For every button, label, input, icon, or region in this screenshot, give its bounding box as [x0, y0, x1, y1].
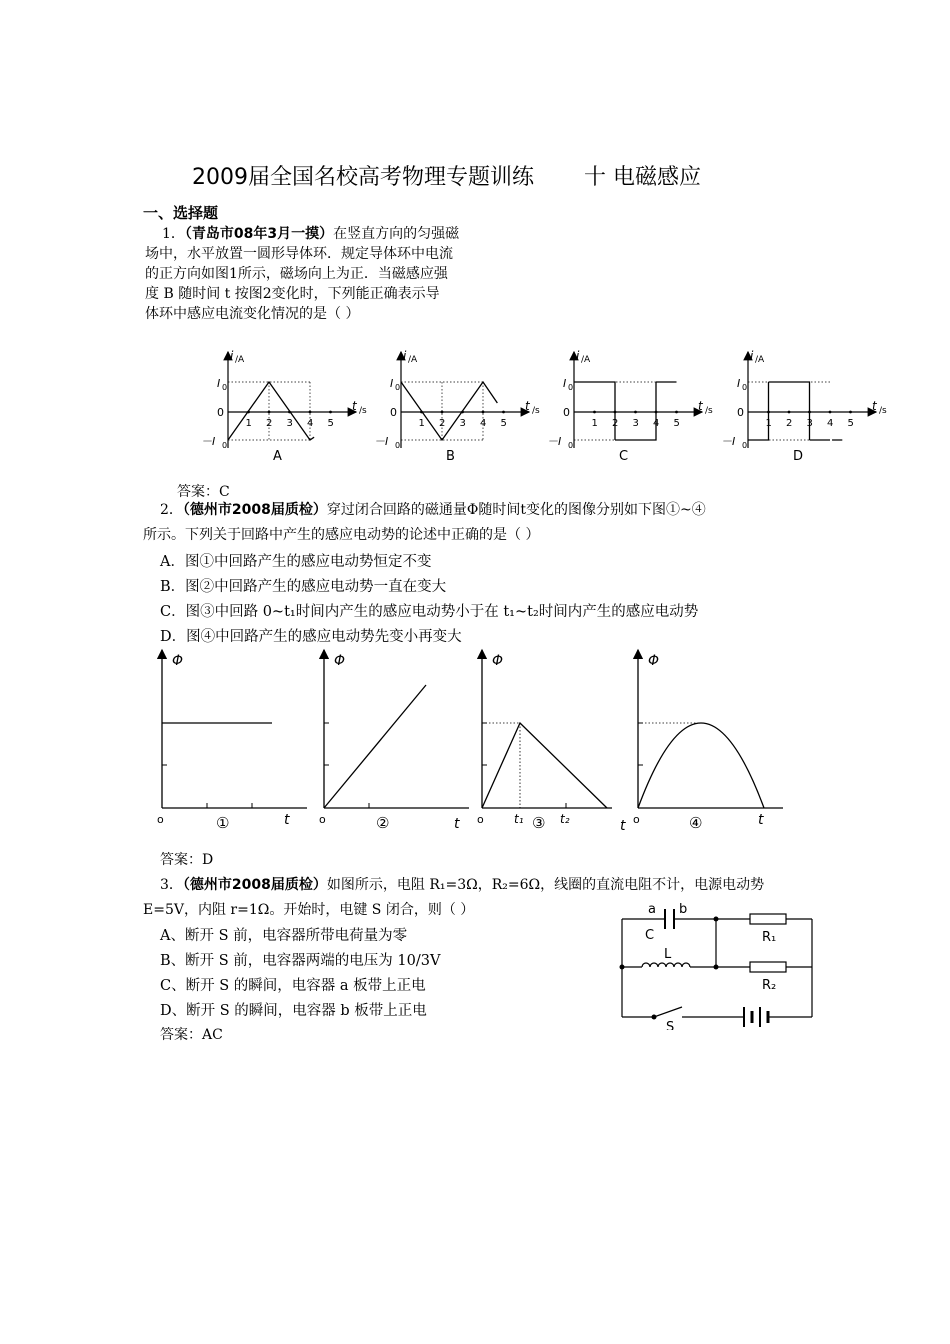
x-axis-label: t — [352, 399, 357, 413]
y-axis-label: i — [403, 349, 407, 363]
y-axis-unit: /A — [408, 355, 418, 365]
page-title — [192, 160, 701, 191]
tick-label: 5 — [847, 418, 854, 429]
q2-graph-3 — [477, 650, 626, 834]
tick-label: 2 — [439, 418, 446, 429]
y-axis-unit: /A — [755, 355, 765, 365]
q1-graph-A — [201, 349, 367, 464]
q2-stem-line2: 所示。下列关于回路中产生的感应电动势的论述中正确的是（ ） — [143, 527, 540, 543]
q2-graph-1 — [157, 650, 307, 832]
q2-option-a: A．图①中回路产生的感应电动势恒定不变 — [160, 554, 432, 570]
tick-label: 5 — [327, 418, 334, 429]
tick-mark — [420, 411, 423, 414]
inductor-coil — [642, 963, 690, 967]
resistor-r2 — [750, 962, 786, 972]
q1-source: （青岛市08年3月一摸） — [184, 226, 334, 242]
pos-label: I — [563, 377, 567, 390]
tick-mark — [247, 411, 250, 414]
q3-stem-line2: E=5V，内阻 r=1Ω。开始时，电键 S 闭合，则（ ） — [143, 902, 475, 918]
tick-label: 2 — [266, 418, 273, 429]
q1-stem — [145, 224, 459, 324]
tick-mark — [675, 411, 678, 414]
q2-option-d: D．图④中回路产生的感应电动势先变小再变大 — [160, 629, 462, 645]
pos-sub: 0 — [742, 383, 748, 392]
q2-graphs — [0, 645, 950, 840]
q1-line: 度 B 随时间 t 按图2变化时，下列能正确表示导 — [145, 286, 440, 302]
tick-mark — [614, 411, 617, 414]
switch-contact — [652, 1015, 657, 1020]
q3-stem-line1 — [160, 875, 764, 895]
tick-mark — [788, 411, 791, 414]
x-axis-label: t — [620, 818, 626, 834]
tick-mark — [808, 411, 811, 414]
q1-line: 在竖直方向的匀强磁 — [333, 226, 460, 242]
x-axis-unit: /s — [879, 406, 887, 416]
title-topic: 十 电磁感应 — [584, 165, 701, 190]
pos-sub: 0 — [222, 383, 228, 392]
origin-label: 0 — [737, 406, 744, 419]
x-axis-unit: /s — [705, 406, 713, 416]
tick-label: 2 — [612, 418, 619, 429]
tick-mark — [268, 411, 271, 414]
tick-label: 4 — [827, 418, 834, 429]
x-axis-unit: /s — [532, 406, 540, 416]
q2-graph-4 — [633, 650, 783, 832]
y-axis-label: Φ — [334, 653, 346, 669]
origin-label: 0 — [390, 406, 397, 419]
junction-dot — [714, 965, 719, 970]
label-r2: R₂ — [762, 978, 777, 993]
origin-label: o — [319, 813, 326, 826]
q3-option-a: A、断开 S 前，电容器所带电荷量为零 — [160, 928, 408, 944]
resistor-r1 — [750, 914, 786, 924]
q1-answer: 答案：C — [177, 484, 230, 500]
tick-label: 4 — [307, 418, 314, 429]
q3-answer: 答案：AC — [160, 1027, 223, 1043]
q1-graph-D — [721, 349, 887, 464]
tick-label: 5 — [673, 418, 680, 429]
label-s: S — [666, 1020, 675, 1030]
label-l: L — [664, 947, 672, 962]
q2-graph-2 — [319, 650, 469, 832]
x-axis-label: t — [284, 812, 290, 828]
y-axis-label: Φ — [492, 653, 504, 669]
title-main: 2009届全国名校高考物理专题训练 — [192, 165, 534, 190]
switch-blade — [654, 1007, 682, 1017]
graph-number: ① — [216, 814, 230, 832]
graph-number: ③ — [532, 814, 546, 832]
tick-label: 3 — [632, 418, 639, 429]
tick-label: 4 — [480, 418, 487, 429]
tick-label: 1 — [245, 418, 252, 429]
q1-graph-C — [547, 349, 713, 464]
q2-option-b: B．图②中回路产生的感应电动势一直在变大 — [160, 579, 447, 595]
q3-option-d: D、断开 S 的瞬间，电容器 b 板带上正电 — [160, 1003, 427, 1019]
flux-curve — [638, 723, 764, 808]
q2-option-c: C．图③中回路 0~t₁时间内产生的感应电动势小于在 t₁~t₂时间内产生的感应电动势 — [160, 604, 699, 620]
x-axis-label: t — [872, 399, 877, 413]
neg-sub: 0 — [742, 441, 748, 450]
label-a: a — [648, 902, 656, 917]
graph-number: ④ — [689, 814, 703, 832]
origin-label: 0 — [563, 406, 570, 419]
q1-line: 的正方向如图1所示，磁场向上为正．当磁感应强 — [145, 266, 448, 282]
y-axis-unit: /A — [581, 355, 591, 365]
q2-answer: 答案：D — [160, 852, 214, 868]
pos-label: I — [390, 377, 394, 390]
y-axis-label: i — [576, 349, 580, 363]
tick-mark — [849, 411, 852, 414]
q3-circuit — [610, 895, 825, 1030]
junction-dot — [620, 965, 625, 970]
neg-label: －I — [374, 435, 389, 448]
pos-label: I — [737, 377, 741, 390]
current-curve — [748, 382, 842, 440]
tick-mark — [441, 411, 444, 414]
tick-label: 3 — [806, 418, 813, 429]
graph-label: C — [619, 449, 629, 464]
tick-mark — [655, 411, 658, 414]
tick-label: 1 — [591, 418, 598, 429]
q1-number: 1． — [162, 226, 185, 242]
section-heading: 一、选择题 — [143, 204, 219, 222]
tick-label: 3 — [286, 418, 293, 429]
x-axis-label: t — [698, 399, 703, 413]
tick-mark — [461, 411, 464, 414]
neg-sub: 0 — [222, 441, 228, 450]
origin-label: o — [477, 813, 484, 826]
tick-label: 1 — [418, 418, 425, 429]
q2-stem: 穿过闭合回路的磁通量Φ随时间t变化的图像分别如下图①~④ — [326, 502, 706, 518]
flux-curve — [482, 723, 607, 808]
label-c: C — [645, 928, 655, 943]
label-b: b — [679, 902, 688, 917]
q2-number: 2． — [160, 502, 183, 518]
graph-label: B — [446, 449, 455, 464]
neg-label: －I — [721, 435, 736, 448]
graph-number: ② — [376, 814, 390, 832]
graph-label: D — [793, 449, 804, 464]
neg-label: －I — [201, 435, 216, 448]
tick-mark — [329, 411, 332, 414]
tick-mark — [634, 411, 637, 414]
neg-sub: 0 — [568, 441, 574, 450]
tick-mark — [482, 411, 485, 414]
q1-graphs — [0, 340, 950, 470]
y-axis-label: i — [230, 349, 234, 363]
origin-label: 0 — [217, 406, 224, 419]
q3-number: 3． — [160, 877, 183, 893]
tick-mark — [767, 411, 770, 414]
q2-source: （德州市2008届质检） — [182, 502, 327, 518]
origin-label: o — [633, 813, 640, 826]
y-axis-label: Φ — [648, 653, 660, 669]
x-axis-unit: /s — [359, 406, 367, 416]
q3-stem: 如图所示，电阻 R₁=3Ω，R₂=6Ω，线圈的直流电阻不计，电源电动势 — [326, 877, 765, 893]
y-axis-unit: /A — [235, 355, 245, 365]
current-curve — [574, 382, 677, 440]
y-axis-label: i — [750, 349, 754, 363]
q3-option-c: C、断开 S 的瞬间，电容器 a 板带上正电 — [160, 978, 426, 994]
tick-mark — [309, 411, 312, 414]
t2-label: t₂ — [560, 812, 570, 826]
tick-label: 4 — [653, 418, 660, 429]
tick-label: 5 — [500, 418, 507, 429]
junction-dot — [714, 917, 719, 922]
pos-sub: 0 — [395, 383, 401, 392]
current-curve — [228, 382, 314, 440]
origin-label: o — [157, 813, 164, 826]
tick-mark — [502, 411, 505, 414]
q3-option-b: B、断开 S 前，电容器两端的电压为 10/3V — [160, 953, 441, 969]
q3-source: （德州市2008届质检） — [182, 877, 327, 893]
x-axis-label: t — [525, 399, 530, 413]
graph-label: A — [273, 449, 282, 464]
q2-stem-line1 — [160, 500, 706, 520]
q1-graph-B — [374, 349, 540, 464]
q1-line: 场中，水平放置一圆形导体环．规定导体环中电流 — [145, 246, 453, 262]
pos-label: I — [217, 377, 221, 390]
tick-mark — [593, 411, 596, 414]
x-axis-label: t — [758, 812, 764, 828]
tick-label: 3 — [459, 418, 466, 429]
tick-mark — [829, 411, 832, 414]
y-axis-label: Φ — [172, 653, 184, 669]
tick-label: 2 — [786, 418, 793, 429]
flux-curve — [324, 685, 426, 808]
t1-label: t₁ — [514, 812, 524, 826]
label-r1: R₁ — [762, 930, 777, 945]
neg-sub: 0 — [395, 441, 401, 450]
x-axis-label: t — [454, 816, 460, 832]
tick-mark — [288, 411, 291, 414]
neg-label: －I — [547, 435, 562, 448]
q1-line: 体环中感应电流变化情况的是（ ） — [145, 306, 360, 322]
tick-label: 1 — [765, 418, 772, 429]
pos-sub: 0 — [568, 383, 574, 392]
